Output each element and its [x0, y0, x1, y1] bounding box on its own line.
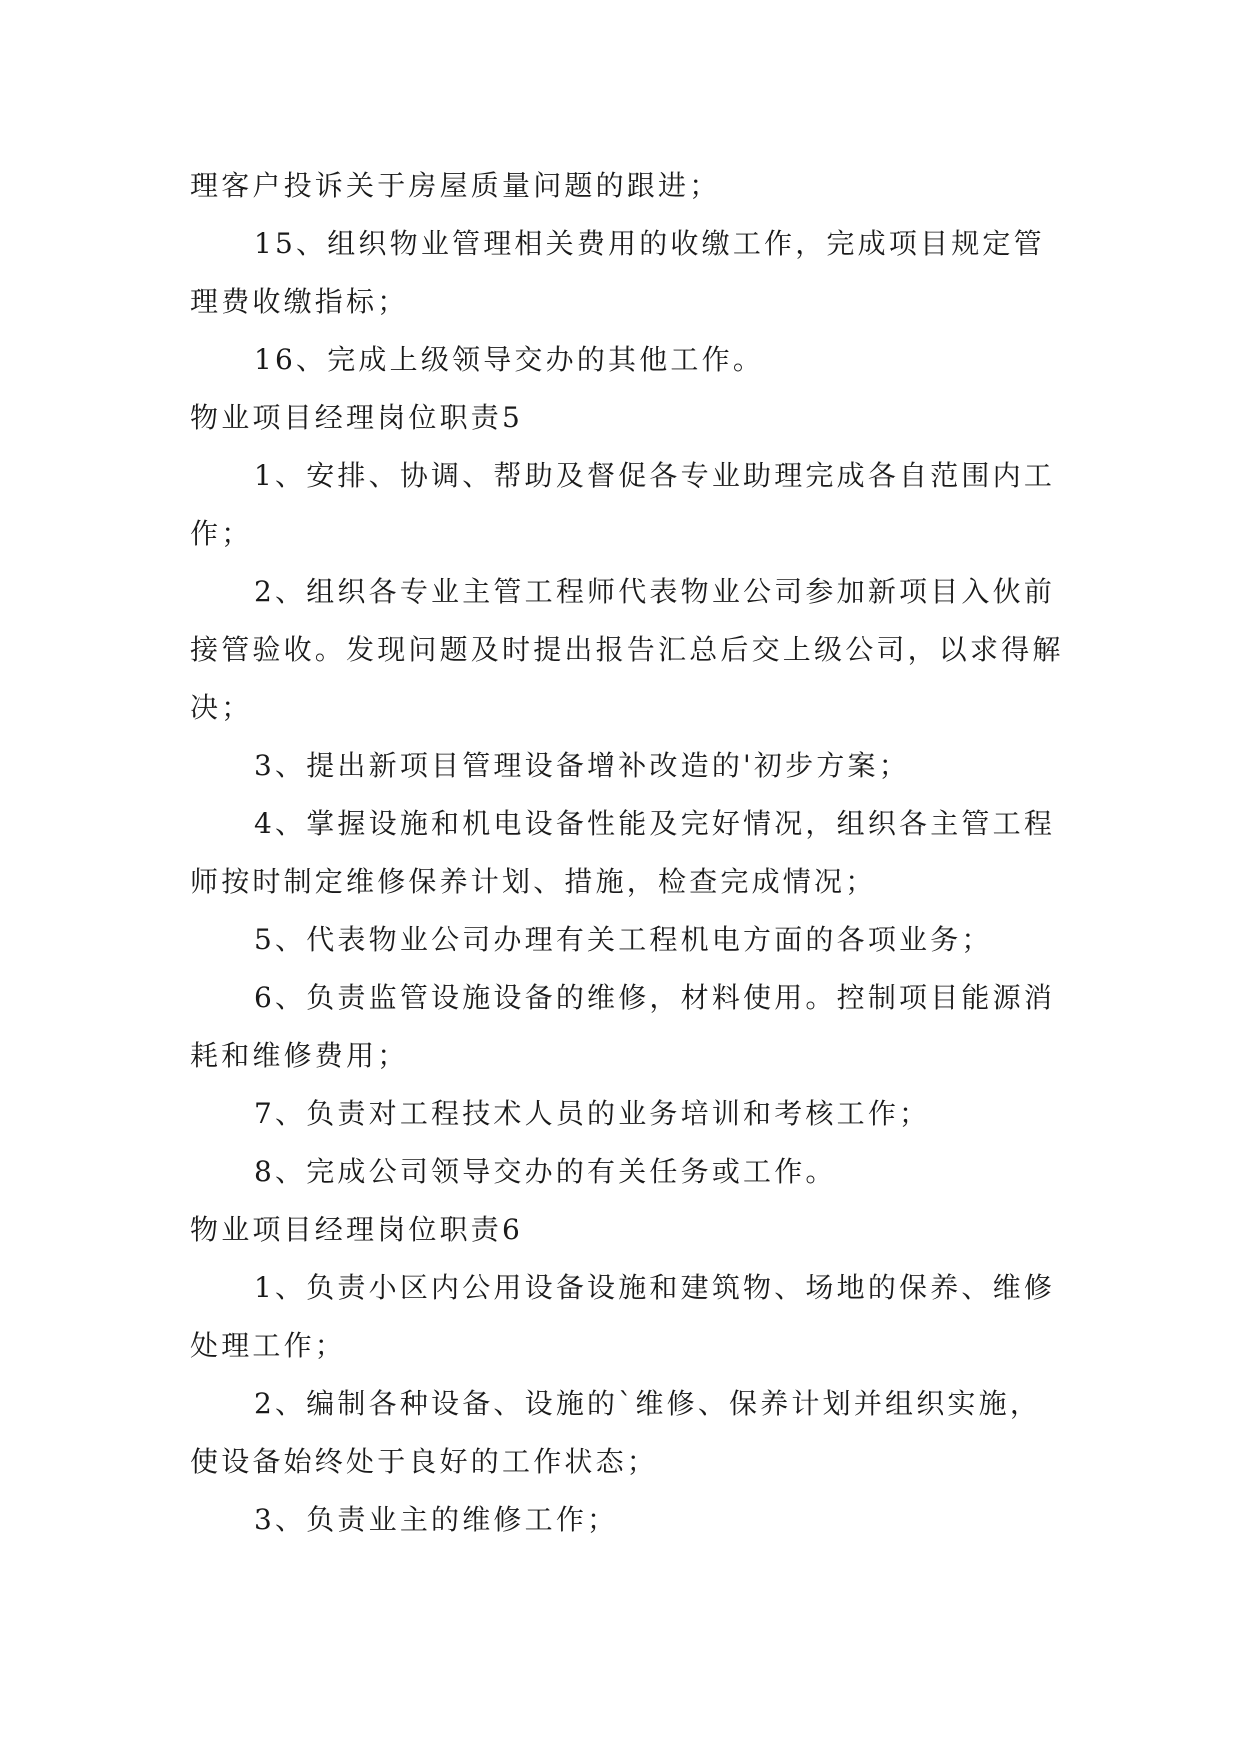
- paragraph-s5-item-7: 7、负责对工程技术人员的业务培训和考核工作；: [254, 1097, 931, 1130]
- paragraph-continuation: 理客户投诉关于房屋质量问题的跟进；: [190, 169, 721, 202]
- paragraph-s6-item-1: 1、负责小区内公用设备设施和建筑物、场地的保养、维修处理工作；: [190, 1271, 1056, 1362]
- paragraph-s5-item-2: 2、组织各专业主管工程师代表物业公司参加新项目入伙前接管验收。发现问题及时提出报告汇总后交上级公司，以求得解决；: [190, 575, 1064, 724]
- section-heading-5: 物业项目经理岗位职责5: [190, 401, 524, 434]
- paragraph-s5-item-4: 4、掌握设施和机电设备性能及完好情况，组织各主管工程师按时制定维修保养计划、措施，检查完成情况；: [190, 807, 1056, 898]
- paragraph-item-15: 15、组织物业管理相关费用的收缴工作，完成项目规定管理费收缴指标；: [190, 227, 1045, 318]
- paragraph-s5-item-3: 3、提出新项目管理设备增补改造的'初步方案；: [254, 749, 910, 782]
- paragraph-s6-item-2: 2、编制各种设备、设施的`维修、保养计划并组织实施，使设备始终处于良好的工作状态；: [190, 1387, 1042, 1478]
- paragraph-s5-item-1: 1、安排、协调、帮助及督促各专业助理完成各自范围内工作；: [190, 459, 1056, 550]
- section-heading-6: 物业项目经理岗位职责6: [190, 1213, 524, 1246]
- paragraph-s5-item-5: 5、代表物业公司办理有关工程机电方面的各项业务；: [254, 923, 993, 956]
- paragraph-s6-item-3: 3、负责业主的维修工作；: [254, 1503, 619, 1536]
- paragraph-s5-item-8: 8、完成公司领导交办的有关任务或工作。: [254, 1155, 837, 1188]
- document-body: [190, 157, 1070, 1549]
- paragraph-s5-item-6: 6、负责监管设施设备的维修，材料使用。控制项目能源消耗和维修费用；: [190, 981, 1056, 1072]
- paragraph-item-16: 16、完成上级领导交办的其他工作。: [254, 343, 765, 376]
